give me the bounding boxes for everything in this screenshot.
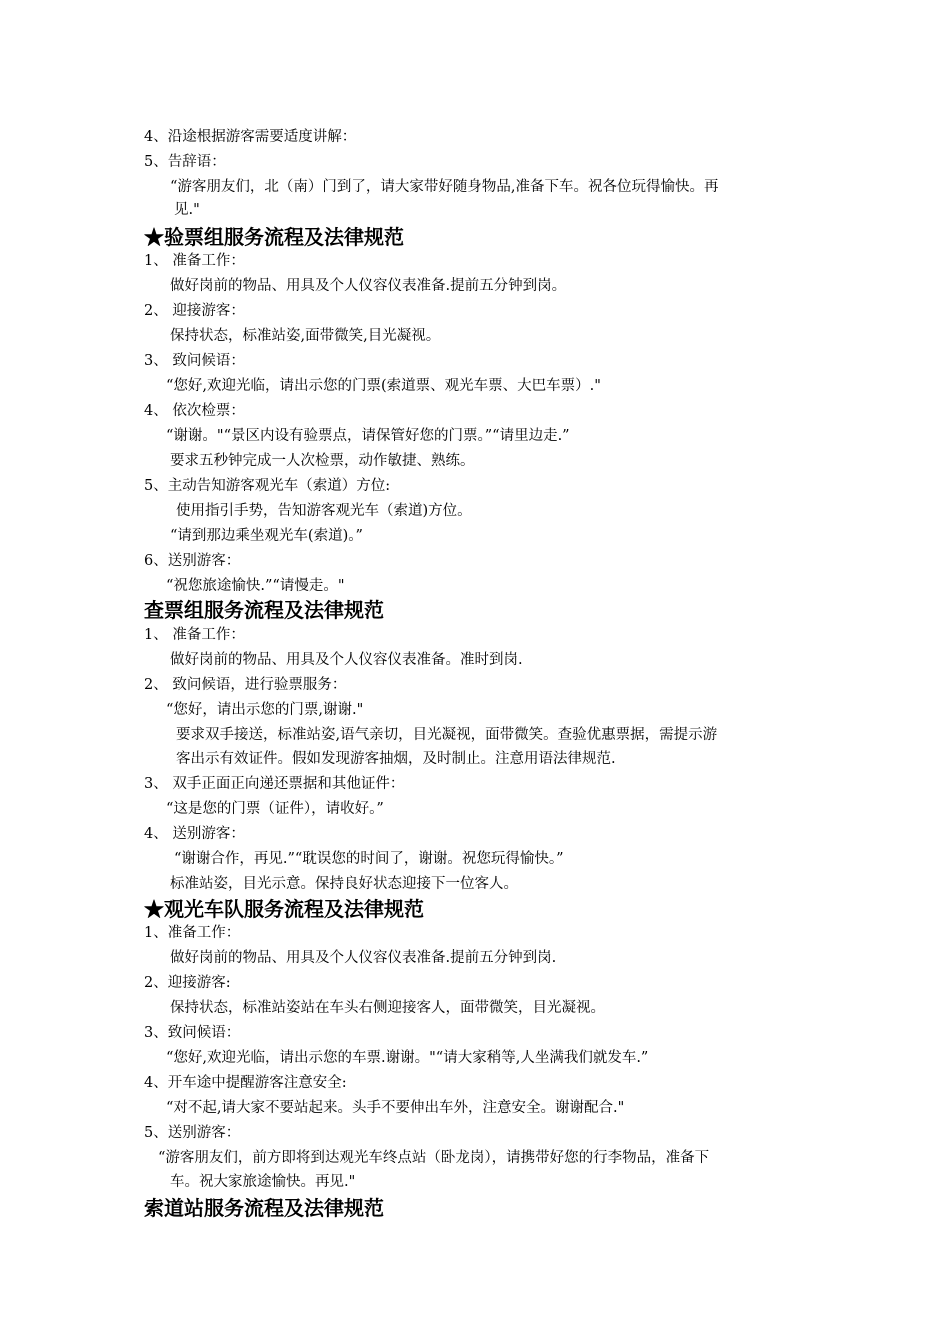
chapiao-step-1: 1、 准备工作： [144, 627, 245, 643]
yanpiao-step-1-detail: 做好岗前的物品、用具及个人仪容仪表准备.提前五分钟到岗。 [170, 278, 567, 294]
chapiao-step-4: 4、 送别游客： [144, 826, 245, 842]
guanguangche-step-2: 2、迎接游客: [144, 975, 231, 991]
chapiao-step-1-detail: 做好岗前的物品、用具及个人仪容仪表准备。准时到岗. [170, 652, 523, 668]
guanguangche-step-1-detail: 做好岗前的物品、用具及个人仪容仪表准备.提前五分钟到岗. [170, 950, 557, 966]
guanguangche-step-5-detail-1: “游客朋友们，前方即将到达观光车终点站（卧龙岗），请携带好您的行李物品，准备下 [158, 1150, 710, 1166]
yanpiao-step-3: 3、 致问候语： [144, 353, 245, 369]
yanpiao-step-5-detail-1: 使用指引手势，告知游客观光车（索道)方位。 [176, 503, 472, 519]
chapiao-step-2: 2、 致问候语，进行验票服务： [144, 677, 347, 693]
yanpiao-step-4-detail-2: 要求五秒钟完成一人次检票，动作敏捷、熟练。 [170, 453, 475, 469]
intro-item-4: 4、沿途根据游客需要适度讲解： [144, 129, 357, 145]
intro-farewell-line-2: 见." [174, 202, 200, 218]
yanpiao-step-5: 5、主动告知游客观光车（索道）方位: [144, 478, 391, 494]
section-title-chapiao: 查票组服务流程及法律规范 [144, 598, 384, 622]
chapiao-step-4-detail-2: 标准站姿，目光示意。保持良好状态迎接下一位客人。 [170, 876, 518, 892]
yanpiao-step-6: 6、送别游客： [144, 553, 241, 569]
yanpiao-step-5-detail-2: “请到那边乘坐观光车(索道)。” [170, 528, 363, 544]
chapiao-step-2-detail-3: 客出示有效证件。假如发现游客抽烟，及时制止。注意用语法律规范. [176, 751, 616, 767]
chapiao-step-3: 3、 双手正面正向递还票据和其他证件： [144, 776, 405, 792]
chapiao-step-3-detail: “这是您的门票（证件），请收好。” [166, 801, 384, 817]
yanpiao-step-4-detail-1: “谢谢。"“景区内设有验票点，请保管好您的门票。”“请里边走.” [166, 428, 570, 444]
yanpiao-step-1: 1、 准备工作： [144, 253, 245, 269]
guanguangche-step-3: 3、致问候语： [144, 1025, 241, 1041]
section-title-guanguangche: ★观光车队服务流程及法律规范 [144, 897, 424, 921]
section-title-suodao: 索道站服务流程及法律规范 [144, 1196, 384, 1220]
guanguangche-step-5-detail-2: 车。祝大家旅途愉快。再见." [170, 1174, 356, 1190]
intro-item-5: 5、告辞语： [144, 154, 226, 170]
yanpiao-step-2-detail: 保持状态，标准站姿,面带微笑,目光凝视。 [170, 328, 441, 344]
guanguangche-step-4: 4、开车途中提醒游客注意安全: [144, 1075, 347, 1091]
yanpiao-step-6-detail: “祝您旅途愉快.”“请慢走。" [166, 578, 345, 594]
guanguangche-step-1: 1、准备工作： [144, 925, 241, 941]
yanpiao-step-2: 2、 迎接游客： [144, 303, 245, 319]
guanguangche-step-4-detail: “对不起,请大家不要站起来。头手不要伸出车外，注意安全。谢谢配合." [166, 1100, 625, 1116]
chapiao-step-2-detail-2: 要求双手接送，标准站姿,语气亲切，目光凝视，面带微笑。查验优惠票据，需提示游 [176, 727, 718, 743]
section-title-yanpiao: ★验票组服务流程及法律规范 [144, 225, 404, 249]
intro-farewell-line-1: “游客朋友们，北（南）门到了，请大家带好随身物品,准备下车。祝各位玩得愉快。再 [170, 179, 719, 195]
guanguangche-step-3-detail: “您好,欢迎光临，请出示您的车票.谢谢。"“请大家稍等,人坐满我们就发车.” [166, 1050, 649, 1066]
yanpiao-step-3-detail: “您好,欢迎光临，请出示您的门票(索道票、观光车票、大巴车票）." [166, 378, 601, 394]
chapiao-step-4-detail-1: “谢谢合作，再见.”“耽误您的时间了，谢谢。祝您玩得愉快。” [174, 851, 564, 867]
yanpiao-step-4: 4、 依次检票： [144, 403, 245, 419]
guanguangche-step-5: 5、送别游客： [144, 1125, 241, 1141]
chapiao-step-2-detail-1: “您好，请出示您的门票,谢谢." [166, 702, 364, 718]
guanguangche-step-2-detail: 保持状态，标准站姿站在车头右侧迎接客人，面带微笑，目光凝视。 [170, 1000, 605, 1016]
